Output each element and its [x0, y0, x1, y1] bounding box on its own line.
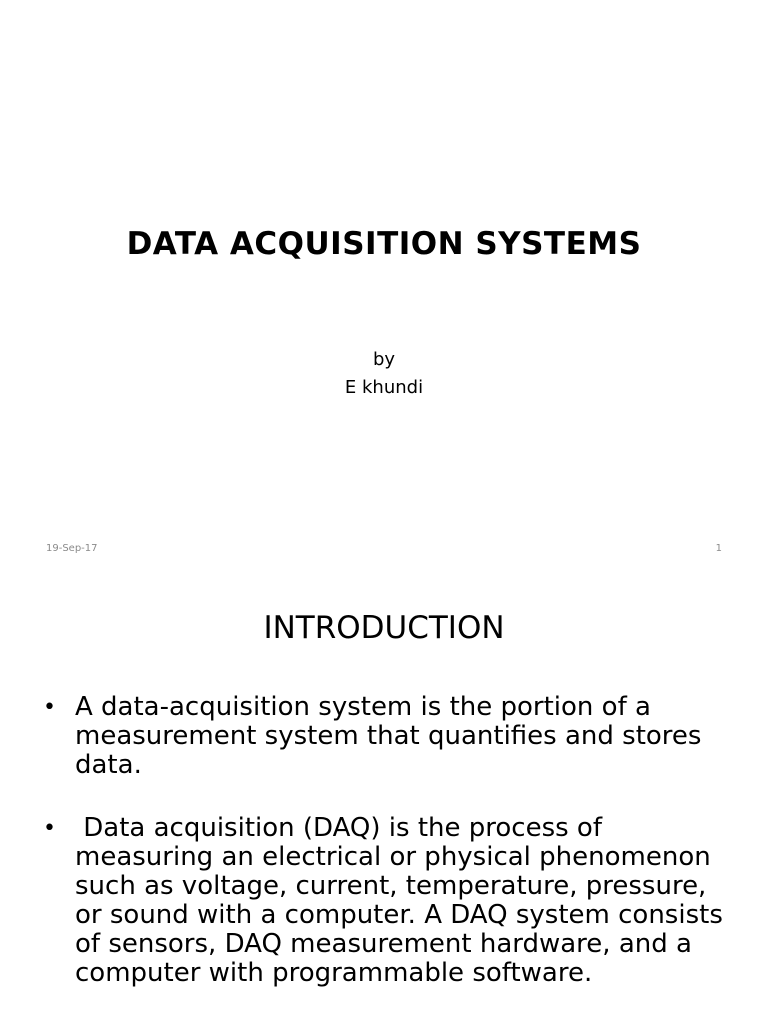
slide-title: DATA ACQUISITION SYSTEMS — [126, 226, 642, 262]
author-byline — [0, 346, 768, 402]
bullet-text: A data-acquisition system is the portion of a measurement system that quantifies and stores data. — [75, 692, 702, 780]
slide-date: 19-Sep-17 — [46, 543, 98, 554]
bullet-icon: • — [43, 695, 56, 720]
slide-2 — [0, 576, 768, 1024]
bullet-list — [0, 693, 768, 1022]
slide-title: INTRODUCTION — [263, 610, 505, 646]
bullet-item — [0, 693, 768, 780]
bullet-item — [0, 814, 768, 988]
bullet-icon: • — [43, 816, 56, 841]
bullet-text: Data acquisition (DAQ) is the process of measuring an electrical or physical phenomenon such as voltage, current, temperature, pressure, or sound with a computer. A DAQ system consists of sensors, DAQ measurement hardware, and a computer with programmable software. — [75, 813, 732, 988]
byline-by: by — [372, 349, 396, 370]
slide-number: 1 — [715, 543, 722, 554]
byline-author: E khundi — [344, 377, 424, 398]
